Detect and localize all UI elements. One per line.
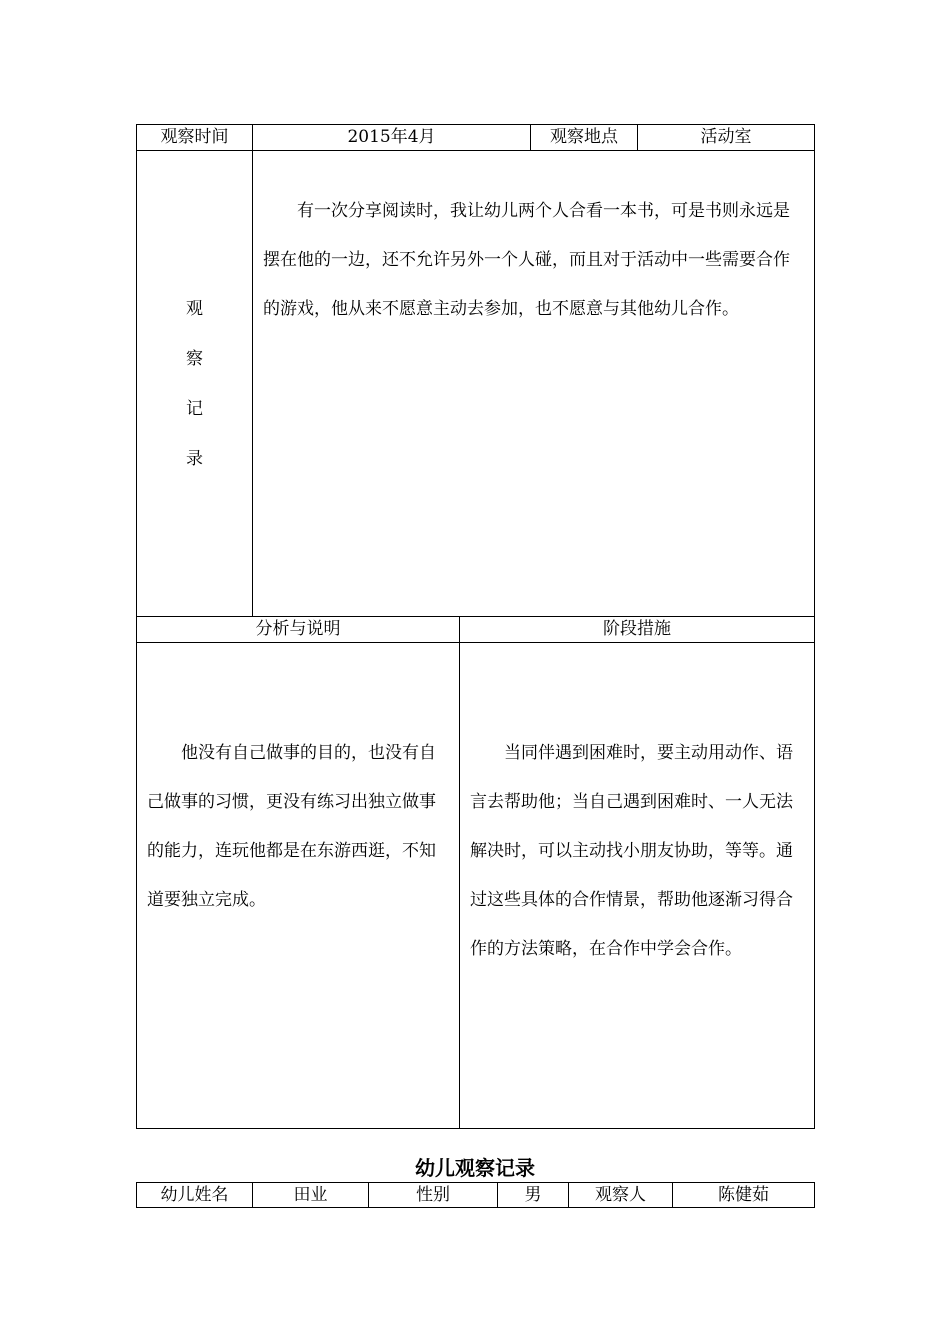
observation-label-char: 察: [186, 348, 203, 369]
child-info-row: [137, 1183, 815, 1208]
measures-text: 当同伴遇到困难时，要主动用动作、语言去帮助他；当自己遇到困难时、一人无法解决时，可以主动找小朋友协助，等等。通过这些具体的合作情景，帮助他逐渐习得合作的方法策略，在合作中学会合作。: [470, 743, 793, 959]
observation-record-table: [136, 124, 815, 1129]
observation-label-char: 记: [186, 398, 203, 419]
measures-cell: [460, 643, 815, 1129]
record-header-row: [137, 125, 815, 151]
observation-label-char: 录: [186, 448, 203, 469]
place-label: 观察地点: [531, 125, 638, 151]
child-info-table-wrap: [136, 1182, 815, 1208]
child-name-value: 田业: [253, 1183, 369, 1208]
time-value: 2015年4月: [253, 125, 531, 151]
child-info-table: [136, 1182, 815, 1208]
analysis-label: 分析与说明: [137, 617, 460, 643]
analysis-cell: [137, 643, 460, 1129]
gender-label: 性别: [369, 1183, 498, 1208]
observation-label: [137, 151, 253, 617]
observation-label-char: 观: [186, 298, 203, 319]
observer-label: 观察人: [569, 1183, 673, 1208]
place-value: 活动室: [638, 125, 815, 151]
child-name-label: 幼儿姓名: [137, 1183, 253, 1208]
analysis-text: 他没有自己做事的目的，也没有自己做事的习惯，更没有练习出独立做事的能力，连玩他都是在东游西逛，不知道要独立完成。: [147, 743, 436, 910]
measures-label: 阶段措施: [460, 617, 815, 643]
observation-record-sheet: [136, 124, 814, 1129]
analysis-row: [137, 643, 815, 1129]
time-label: 观察时间: [137, 125, 253, 151]
observation-text: 有一次分享阅读时，我让幼儿两个人合看一本书，可是书则永远是摆在他的一边，还不允许另外一个人碰，而且对于活动中一些需要合作的游戏，他从来不愿意主动去参加，也不愿意与其他幼儿合作。: [263, 201, 790, 319]
gender-value: 男: [498, 1183, 569, 1208]
observer-value: 陈健茹: [673, 1183, 815, 1208]
analysis-header-row: [137, 617, 815, 643]
observation-row: [137, 151, 815, 617]
observation-cell: [253, 151, 815, 617]
document-title: 幼儿观察记录: [415, 1156, 535, 1180]
